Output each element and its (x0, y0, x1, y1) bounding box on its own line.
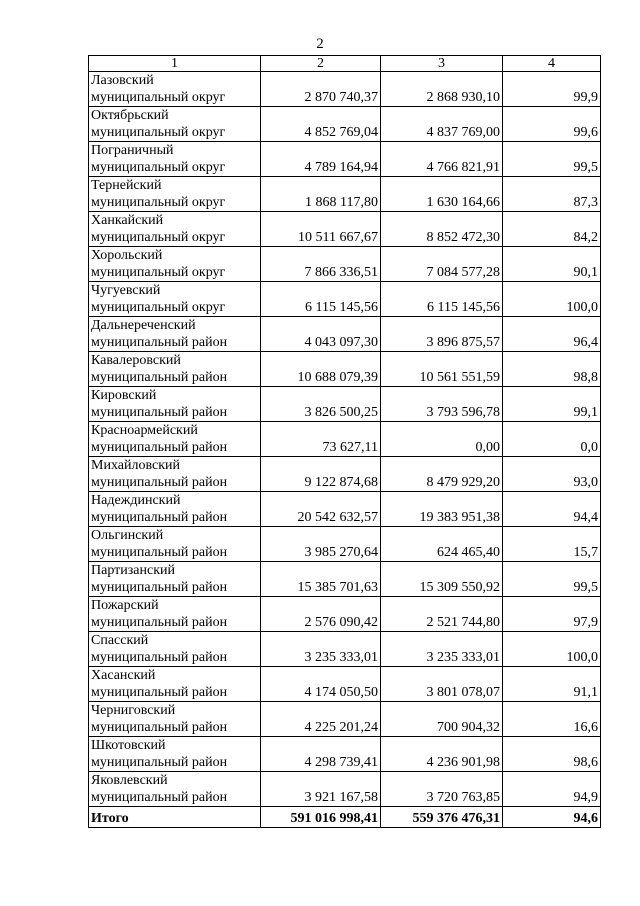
value-col-4: 99,9 (503, 72, 601, 107)
region-name-cell (89, 107, 261, 142)
region-type: муниципальный округ (91, 265, 226, 280)
value-col-3: 2 868 930,10 (381, 72, 503, 107)
value-col-4: 98,6 (503, 737, 601, 772)
region-name-cell (89, 667, 261, 702)
value-col-3: 8 479 929,20 (381, 457, 503, 492)
region-type: муниципальный район (91, 405, 228, 420)
table-row (89, 212, 601, 247)
region-name: Яковлевский (91, 773, 168, 788)
value-col-2: 2 870 740,37 (261, 72, 381, 107)
page-number: 2 (316, 36, 324, 52)
region-type: муниципальный район (91, 720, 228, 735)
value-col-3: 15 309 550,92 (381, 562, 503, 597)
value-col-4: 96,4 (503, 317, 601, 352)
value-col-2: 1 868 117,80 (261, 177, 381, 212)
region-name: Лазовский (91, 73, 154, 88)
value-col-4: 93,0 (503, 457, 601, 492)
region-name: Ханкайский (91, 213, 164, 228)
value-col-4: 16,6 (503, 702, 601, 737)
region-name-cell (89, 142, 261, 177)
region-name: Кавалеровский (91, 353, 181, 368)
table-row (89, 527, 601, 562)
value-col-2: 4 852 769,04 (261, 107, 381, 142)
table-row (89, 142, 601, 177)
table-row (89, 562, 601, 597)
value-col-4: 100,0 (503, 632, 601, 667)
region-name-cell (89, 352, 261, 387)
value-col-2: 10 688 079,39 (261, 352, 381, 387)
region-type: муниципальный район (91, 615, 228, 630)
value-col-4: 91,1 (503, 667, 601, 702)
table-row (89, 107, 601, 142)
region-name: Октябрьский (91, 108, 169, 123)
value-col-2: 15 385 701,63 (261, 562, 381, 597)
region-name: Черниговский (91, 703, 176, 718)
value-col-2: 6 115 145,56 (261, 282, 381, 317)
region-name: Партизанский (91, 563, 175, 578)
total-label: Итого (89, 807, 261, 828)
region-name: Красноармейский (91, 423, 198, 438)
value-col-4: 99,5 (503, 562, 601, 597)
table-row (89, 72, 601, 107)
value-col-4: 94,4 (503, 492, 601, 527)
table-row (89, 492, 601, 527)
region-type: муниципальный район (91, 545, 228, 560)
table-row (89, 247, 601, 282)
region-type: муниципальный район (91, 475, 228, 490)
column-header-3: 3 (381, 56, 503, 72)
region-name: Шкотовский (91, 738, 166, 753)
value-col-4: 100,0 (503, 282, 601, 317)
value-col-2: 73 627,11 (261, 422, 381, 457)
table-row (89, 702, 601, 737)
value-col-3: 6 115 145,56 (381, 282, 503, 317)
value-col-2: 20 542 632,57 (261, 492, 381, 527)
region-name-cell (89, 317, 261, 352)
value-col-3: 3 896 875,57 (381, 317, 503, 352)
table-row (89, 282, 601, 317)
region-type: муниципальный район (91, 370, 228, 385)
value-col-4: 0,0 (503, 422, 601, 457)
region-type: муниципальный район (91, 790, 228, 805)
total-col-2: 591 016 998,41 (261, 807, 381, 828)
region-name: Пожарский (91, 598, 159, 613)
region-type: муниципальный район (91, 685, 228, 700)
region-name: Чугуевский (91, 283, 161, 298)
region-name-cell (89, 282, 261, 317)
region-name-cell (89, 737, 261, 772)
value-col-3: 4 766 821,91 (381, 142, 503, 177)
value-col-2: 10 511 667,67 (261, 212, 381, 247)
value-col-2: 3 921 167,58 (261, 772, 381, 807)
value-col-4: 94,9 (503, 772, 601, 807)
column-header-4: 4 (503, 56, 601, 72)
value-col-3: 2 521 744,80 (381, 597, 503, 632)
region-type: муниципальный округ (91, 230, 226, 245)
value-col-3: 19 383 951,38 (381, 492, 503, 527)
table-row (89, 597, 601, 632)
region-type: муниципальный район (91, 510, 228, 525)
value-col-3: 10 561 551,59 (381, 352, 503, 387)
value-col-3: 700 904,32 (381, 702, 503, 737)
region-type: муниципальный округ (91, 300, 226, 315)
value-col-3: 1 630 164,66 (381, 177, 503, 212)
value-col-2: 3 235 333,01 (261, 632, 381, 667)
value-col-4: 99,5 (503, 142, 601, 177)
value-col-3: 3 793 596,78 (381, 387, 503, 422)
region-type: муниципальный район (91, 650, 228, 665)
value-col-4: 99,6 (503, 107, 601, 142)
value-col-3: 8 852 472,30 (381, 212, 503, 247)
value-col-3: 7 084 577,28 (381, 247, 503, 282)
value-col-2: 4 298 739,41 (261, 737, 381, 772)
table-body (89, 72, 601, 807)
region-name-cell (89, 772, 261, 807)
value-col-3: 4 236 901,98 (381, 737, 503, 772)
region-name: Хорольский (91, 248, 163, 263)
value-col-4: 99,1 (503, 387, 601, 422)
value-col-3: 3 720 763,85 (381, 772, 503, 807)
table-row (89, 177, 601, 212)
value-col-2: 4 174 050,50 (261, 667, 381, 702)
table-row (89, 352, 601, 387)
region-name: Михайловский (91, 458, 180, 473)
value-col-4: 87,3 (503, 177, 601, 212)
region-name-cell (89, 422, 261, 457)
value-col-4: 90,1 (503, 247, 601, 282)
value-col-4: 97,9 (503, 597, 601, 632)
region-name: Надеждинский (91, 493, 181, 508)
budget-table (88, 55, 601, 828)
region-name: Хасанский (91, 668, 156, 683)
region-name-cell (89, 387, 261, 422)
value-col-2: 4 789 164,94 (261, 142, 381, 177)
value-col-4: 98,8 (503, 352, 601, 387)
region-type: муниципальный район (91, 580, 228, 595)
table-footer (89, 807, 601, 828)
region-type: муниципальный округ (91, 160, 226, 175)
total-row (89, 807, 601, 828)
region-name-cell (89, 492, 261, 527)
total-col-4: 94,6 (503, 807, 601, 828)
region-name-cell (89, 702, 261, 737)
table-row (89, 422, 601, 457)
table-row (89, 632, 601, 667)
value-col-2: 4 043 097,30 (261, 317, 381, 352)
table-row (89, 667, 601, 702)
region-type: муниципальный округ (91, 90, 226, 105)
region-type: муниципальный округ (91, 125, 226, 140)
region-name-cell (89, 632, 261, 667)
table-row (89, 317, 601, 352)
region-name: Спасский (91, 633, 149, 648)
region-name-cell (89, 247, 261, 282)
value-col-2: 2 576 090,42 (261, 597, 381, 632)
value-col-3: 0,00 (381, 422, 503, 457)
region-name-cell (89, 72, 261, 107)
table-row (89, 457, 601, 492)
total-col-3: 559 376 476,31 (381, 807, 503, 828)
region-name: Тернейский (91, 178, 162, 193)
region-type: муниципальный район (91, 335, 228, 350)
region-name: Пограничный (91, 143, 174, 158)
region-name: Дальнереченский (91, 318, 196, 333)
region-name: Ольгинский (91, 528, 164, 543)
region-name: Кировский (91, 388, 157, 403)
value-col-2: 7 866 336,51 (261, 247, 381, 282)
region-name-cell (89, 212, 261, 247)
column-header-1: 1 (89, 56, 261, 72)
table-header (89, 56, 601, 72)
column-header-2: 2 (261, 56, 381, 72)
table-row (89, 772, 601, 807)
value-col-2: 3 826 500,25 (261, 387, 381, 422)
value-col-4: 15,7 (503, 527, 601, 562)
region-type: муниципальный округ (91, 195, 226, 210)
header-row (89, 56, 601, 72)
region-type: муниципальный район (91, 440, 228, 455)
value-col-3: 3 235 333,01 (381, 632, 503, 667)
value-col-3: 624 465,40 (381, 527, 503, 562)
region-name-cell (89, 597, 261, 632)
value-col-4: 84,2 (503, 212, 601, 247)
region-name-cell (89, 457, 261, 492)
region-name-cell (89, 177, 261, 212)
value-col-3: 4 837 769,00 (381, 107, 503, 142)
value-col-2: 3 985 270,64 (261, 527, 381, 562)
value-col-2: 9 122 874,68 (261, 457, 381, 492)
region-name-cell (89, 527, 261, 562)
table-row (89, 387, 601, 422)
table-row (89, 737, 601, 772)
value-col-2: 4 225 201,24 (261, 702, 381, 737)
region-type: муниципальный район (91, 755, 228, 770)
value-col-3: 3 801 078,07 (381, 667, 503, 702)
region-name-cell (89, 562, 261, 597)
